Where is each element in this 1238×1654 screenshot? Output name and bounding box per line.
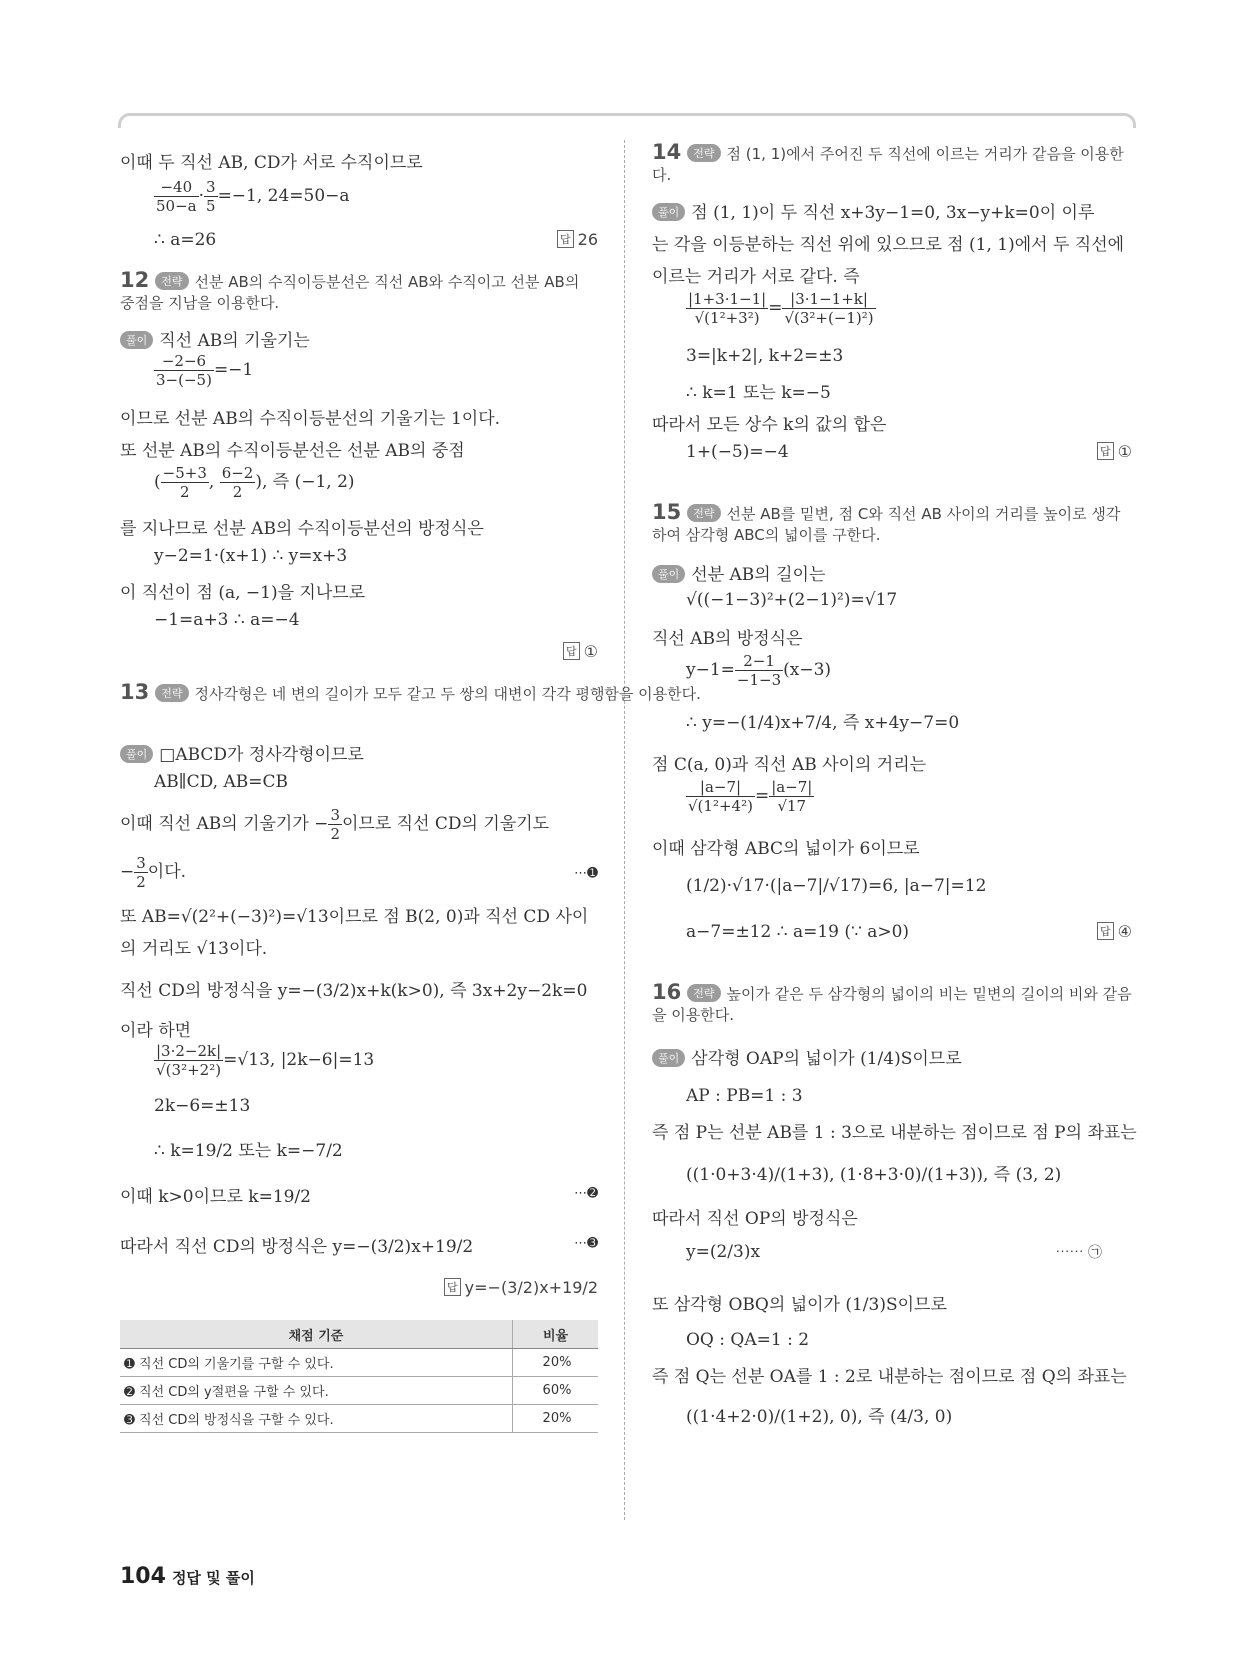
text-line: 의 거리도 √13이다. <box>120 939 268 959</box>
text-line: OQ : QA=1 : 2 <box>686 1330 810 1350</box>
solution-line: 풀이 점 (1, 1)이 두 직선 x+3y−1=0, 3x−y+k=0이 이루 <box>652 198 1094 223</box>
problem-15-header: 15 전략 선분 AB를 밑변, 점 C와 직선 AB 사이의 거리를 높이로 생각하여 삼각형 ABC의 넓이를 구한다. <box>652 500 1121 544</box>
answer-13: 답 y=−(3/2)x+19/2 <box>444 1278 598 1297</box>
text-line: 따라서 모든 상수 k의 값의 합은 <box>652 415 887 435</box>
table-row: ➊ 직선 CD의 기울기를 구할 수 있다. 20% <box>120 1349 598 1377</box>
text-line: ∴ k=1 또는 k=−5 <box>686 383 831 403</box>
answer-15: 답 ④ <box>1097 922 1132 941</box>
text-line: a−7=±12 ∴ a=19 (∵ a>0) <box>686 922 910 942</box>
answer-11: 답 26 <box>557 230 598 249</box>
text-line: 1+(−5)=−4 <box>686 442 789 462</box>
step-marker-3: ⋯➌ <box>574 1236 598 1251</box>
text-line: ((1·4+2·0)/(1+2), 0), 즉 (4/3, 0) <box>686 1407 953 1427</box>
equation: $\frac{-2-6}{3-(-5)}$ =−1 <box>156 352 254 389</box>
solution-line: 풀이 선분 AB의 길이는 <box>652 560 825 585</box>
equation: − $\frac{3}{2}$ 이다. <box>120 854 187 891</box>
text-line: y=(2/3)x <box>686 1242 761 1262</box>
text-line: 이라 하면 <box>120 1021 192 1041</box>
problem-16-header: 16 전략 높이가 같은 두 삼각형의 넓이의 비는 밑변의 길이의 비와 같음을 이용한다. <box>652 980 1132 1024</box>
equation: ( $\frac{-5+3}{2}$ , $\frac{6-2}{2}$ ), 즉 (−1, 2) <box>154 464 355 501</box>
text-line: ∴ k=19/2 또는 k=−7/2 <box>154 1141 343 1161</box>
footer-title: 정답 및 풀이 <box>171 1569 255 1587</box>
text-line: ∴ y=−(1/4)x+7/4, 즉 x+4y−7=0 <box>686 713 960 733</box>
text-line: (1/2)·√17·(|a−7|/√17)=6, |a−7|=12 <box>686 876 987 896</box>
text-line: ((1·0+3·4)/(1+3), (1·8+3·0)/(1+3)), 즉 (3, 2) <box>686 1165 1062 1185</box>
page-number: 104 <box>120 1564 166 1589</box>
text-line: 점 C(a, 0)과 직선 AB 사이의 거리는 <box>652 755 927 775</box>
text-line: 이때 삼각형 ABC의 넓이가 6이므로 <box>652 839 920 859</box>
grading-table <box>120 1320 598 1433</box>
text-line: y−2=1·(x+1) ∴ y=x+3 <box>154 546 348 566</box>
step-marker-2: ⋯➋ <box>574 1186 598 1201</box>
solution-line: 풀이 삼각형 OAP의 넓이가 (1/4)S이므로 <box>652 1044 962 1069</box>
answer-12: 답 ① <box>563 642 598 661</box>
text-line: 따라서 직선 OP의 방정식은 <box>652 1209 858 1229</box>
text-line: 를 지나므로 선분 AB의 수직이등분선의 방정식은 <box>120 519 484 539</box>
text-line: 이때 두 직선 AB, CD가 서로 수직이므로 <box>120 153 423 173</box>
text-line: 또 선분 AB의 수직이등분선은 선분 AB의 중점 <box>120 441 465 461</box>
solution-line: 풀이 □ABCD가 정사각형이므로 <box>120 740 364 765</box>
equation: $\frac{|1+3\cdot 1-1|}{\text{√(1²+3²)}}$ = $\frac{|3\cdot 1-1+k|}{\text{√(3²+(−1)²)}}$ <box>688 290 874 327</box>
answer-14: 답 ① <box>1097 442 1132 461</box>
text-line: −1=a+3 ∴ a=−4 <box>154 610 300 630</box>
text-line: 이때 k>0이므로 k=19/2 <box>120 1187 311 1207</box>
text-line: 또 삼각형 OBQ의 넓이가 (1/3)S이므로 <box>652 1295 947 1315</box>
grading-header-ratio: 비율 <box>513 1320 599 1349</box>
text-line: AP : PB=1 : 3 <box>686 1086 803 1106</box>
equation: y−1= $\frac{2-1}{-1-3}$ (x−3) <box>686 652 832 689</box>
top-border <box>118 113 1136 128</box>
text-line: 직선 AB의 방정식은 <box>652 629 803 649</box>
problem-13-header: 13 전략 정사각형은 네 변의 길이가 모두 같고 두 쌍의 대변이 각각 평행함을 이용한다. <box>120 680 701 704</box>
equation: $\frac{|3\cdot 2-2k|}{\text{√(3²+2²)}}$ =√13, |2k−6|=13 <box>156 1042 375 1079</box>
text-line: 즉 점 Q는 선분 OA를 1 : 2로 내분하는 점이므로 점 Q의 좌표는 <box>652 1367 1127 1387</box>
fraction: $\frac{-40}{50-a}$ <box>156 178 197 215</box>
page-footer <box>120 1564 255 1589</box>
equation: $\frac{|a-7|}{\text{√(1²+4²)}}$ = $\frac{|a-7|}{√17}$ <box>688 778 813 815</box>
text-line: 또 AB=√(2²+(−3)²)=√13이므로 점 B(2, 0)과 직선 CD 사이 <box>120 907 589 927</box>
equation: 이때 직선 AB의 기울기가 − $\frac{3}{2}$ 이므로 직선 CD의 기울기도 <box>120 806 550 843</box>
text-line: 직선 CD의 방정식을 y=−(3/2)x+k(k>0), 즉 3x+2y−2k=0 <box>120 981 588 1001</box>
text-line: √((−1−3)²+(2−1)²)=√17 <box>686 590 898 610</box>
text-line: 따라서 직선 CD의 방정식은 y=−(3/2)x+19/2 <box>120 1237 474 1257</box>
step-marker-1: ⋯➊ <box>574 866 598 881</box>
text-line: 즉 점 P는 선분 AB를 1 : 3으로 내분하는 점이므로 점 P의 좌표는 <box>652 1123 1137 1143</box>
problem-12-header: 12 전략 선분 AB의 수직이등분선은 직선 AB와 수직이고 선분 AB의 중점을 지남을 이용한다. <box>120 268 580 312</box>
table-row: ➌ 직선 CD의 방정식을 구할 수 있다. 20% <box>120 1405 598 1433</box>
text-line: 이므로 선분 AB의 수직이등분선의 기울기는 1이다. <box>120 409 501 429</box>
text-line: 2k−6=±13 <box>154 1096 251 1116</box>
text-line: 이르는 거리가 서로 같다. 즉 <box>652 267 860 287</box>
problem-14-header: 14 전략 점 (1, 1)에서 주어진 두 직선에 이르는 거리가 같음을 이용한다. <box>652 140 1124 184</box>
text-line: ∴ a=26 <box>154 230 217 250</box>
text-line: 3=|k+2|, k+2=±3 <box>686 346 844 366</box>
column-divider <box>624 140 625 1520</box>
fraction: $\frac{3}{5}$ <box>206 178 216 215</box>
equation-marker: ⋯⋯ ㉠ <box>1055 1245 1102 1261</box>
equation: $\frac{-40}{50-a}$ · $\frac{3}{5}$ =−1, 24=50−a <box>156 178 350 215</box>
grading-header-criteria: 채점 기준 <box>120 1320 513 1349</box>
table-row: ➋ 직선 CD의 y절편을 구할 수 있다. 60% <box>120 1377 598 1405</box>
text-line: AB∥CD, AB=CB <box>154 772 288 792</box>
solution-line: 풀이 직선 AB의 기울기는 <box>120 326 310 351</box>
text-line: 는 각을 이등분하는 직선 위에 있으므로 점 (1, 1)에서 두 직선에 <box>652 235 1125 255</box>
text-line: 이 직선이 점 (a, −1)을 지나므로 <box>120 583 366 603</box>
